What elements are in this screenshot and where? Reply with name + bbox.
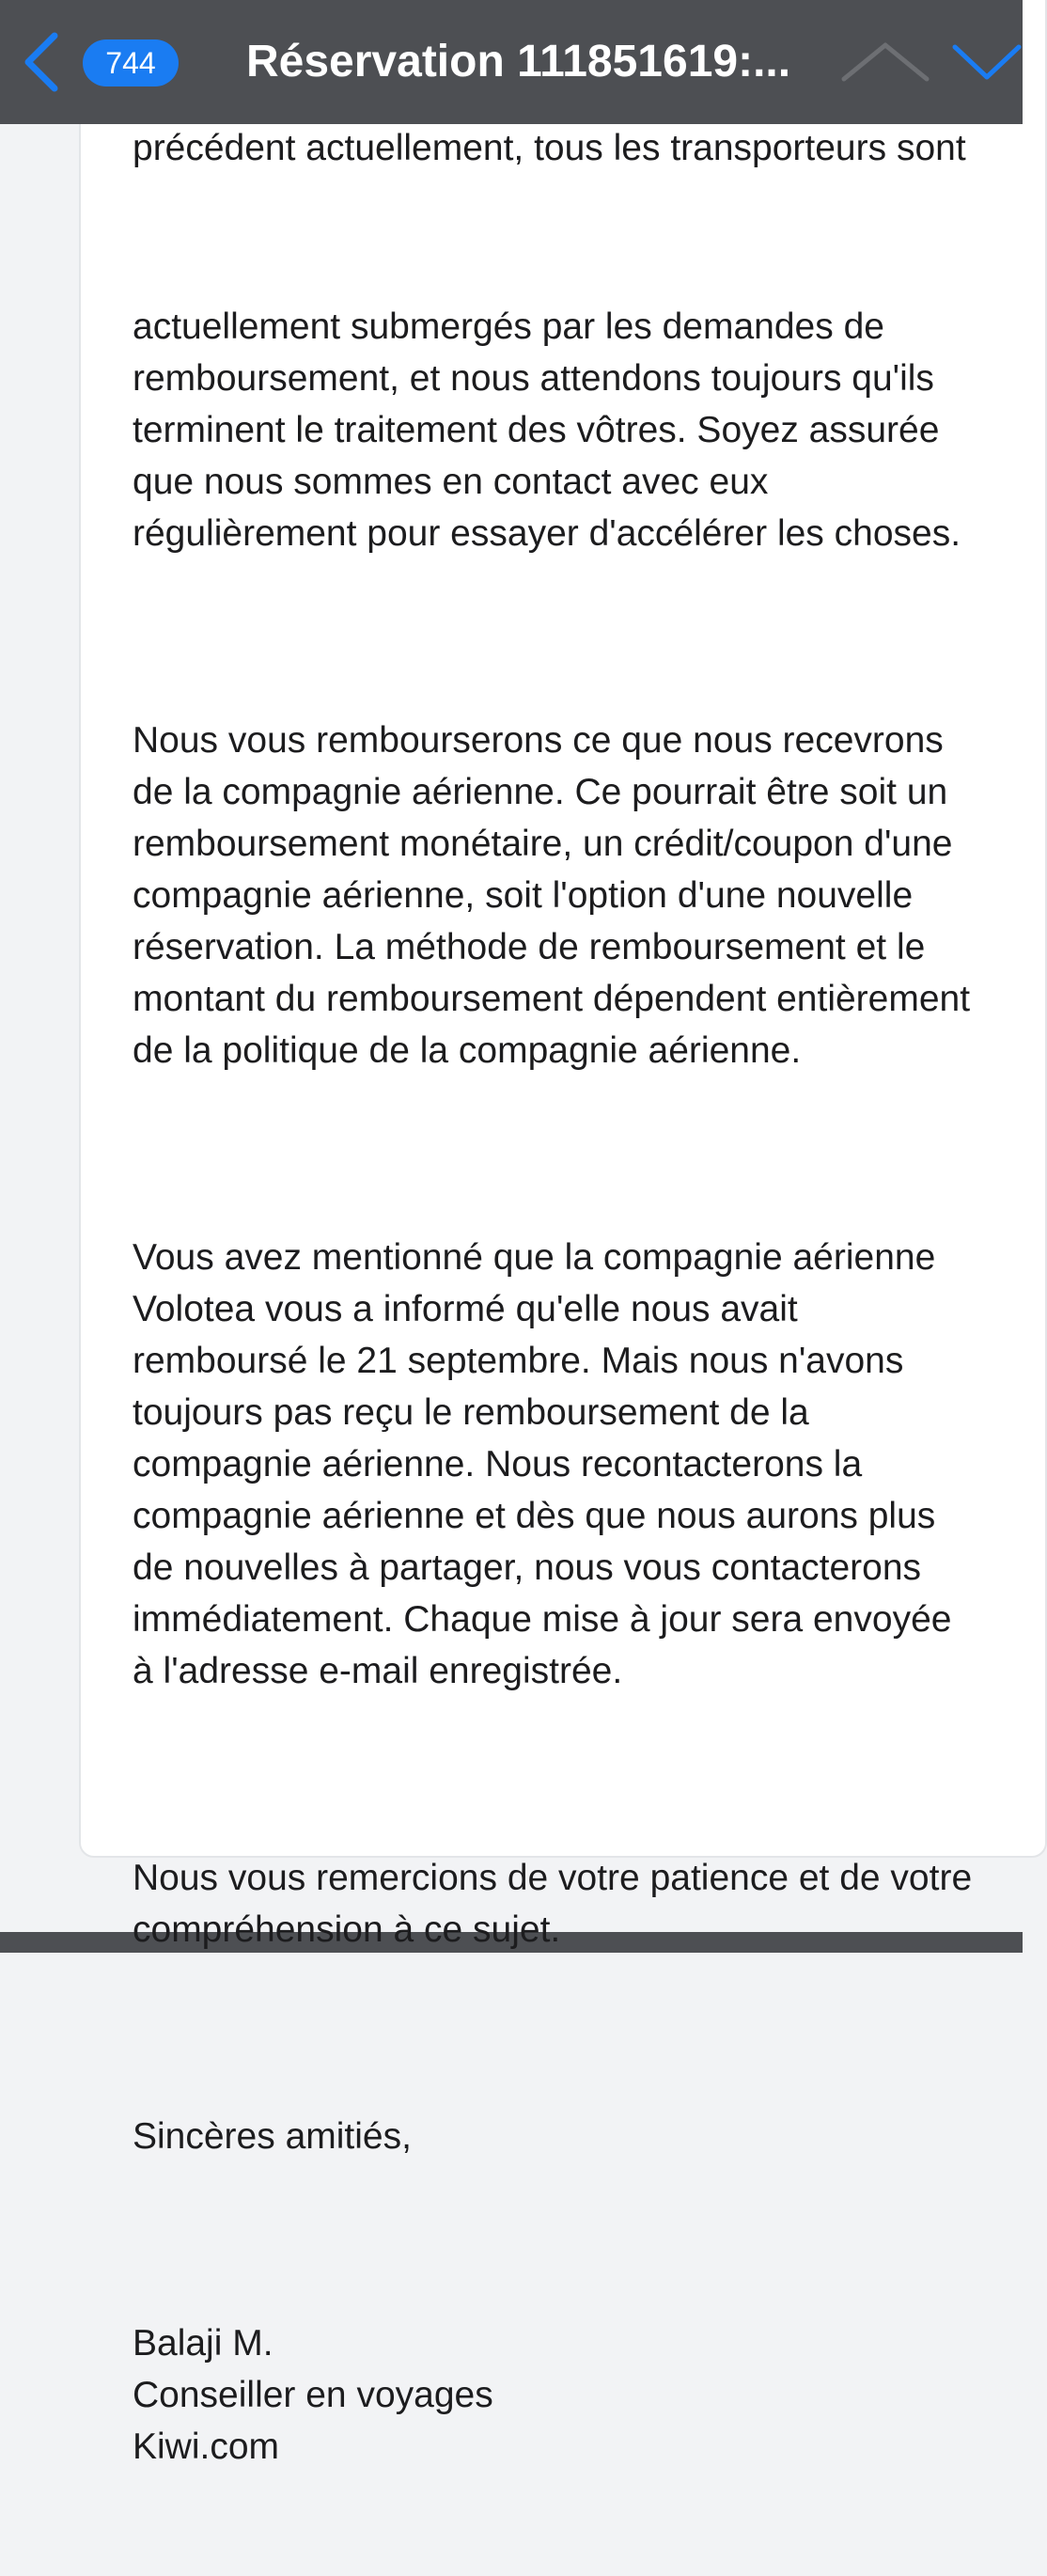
message-closing: Sincères amitiés, xyxy=(133,2116,412,2157)
back-button[interactable] xyxy=(13,26,70,98)
chevron-down-icon xyxy=(949,38,1023,86)
message-paragraph: actuellement submergés par les demandes de remboursement, et nous attendons toujours qu'ils terminent le traitement des vôtres. Soyez assurée que nous sommes en contact avec eux régulièrement pour essayer d'accélérer les choses. xyxy=(133,306,961,554)
chevron-up-icon xyxy=(836,38,934,86)
message-paragraph: Nous vous rembourserons ce que nous recevrons de la compagnie aérienne. Ce pourrait être soit un remboursement monétaire, un crédit/coupon d'une compagnie aérienne, soit l'option d'une nouvelle réservation. La méthode de remboursement et le montant du remboursement dépendent entièrement de la politique de la compagnie aérienne. xyxy=(133,720,971,1071)
top-navigation-bar xyxy=(0,0,1023,124)
previous-message-button[interactable] xyxy=(836,38,934,86)
unread-count-badge: 744 xyxy=(83,39,179,86)
message-paragraph: Nous vous remercions de votre patience et de votre compréhension à ce sujet. xyxy=(133,1858,973,1950)
conversation-title: Réservation 111851619:... xyxy=(246,37,791,86)
message-body: précédent actuellement, tous les transporteurs sont actuellement submergés par les demandes de remboursement, et nous attendons toujours qu'ils terminent le traitement des vôtres. Soyez assurée que nous sommes en contact avec eux régulièrement pour essayer d'accélérer les choses. Nous vous rembourserons ce que nous recevrons de la compagnie aérienne. Ce pourrait être soit un remboursement monétaire, un crédit/coupon d'une compagnie aérienne, soit l'option d'une nouvelle réservation. La méthode de remboursement et le montant du remboursement dépendent entièrement de la politique de la compagnie aérienne. Vous avez mentionné que la compagnie aérienne Volotea vous a informé qu'elle nous avait remboursé le 21 septembre. Mais nous n'avons toujours pas reçu le remboursement de la compagnie aérienne. Nous recontacterons la compagnie aérienne et dès que nous aurons plus de nouvelles à partager, nous vous contacterons immédiatement. Chaque mise à jour sera envoyée à l'adresse e-mail enregistrée. Nous vous remercions de votre patience et de votre compréhension à ce sujet. Sincères amitiés, Balaji M. Conseiller en voyages Kiwi.com xyxy=(133,94,1025,2576)
message-signature: Balaji M. Conseiller en voyages Kiwi.com xyxy=(133,2323,493,2467)
next-message-button[interactable] xyxy=(949,38,1023,86)
message-paragraph: Vous avez mentionné que la compagnie aérienne Volotea vous a informé qu'elle nous avait remboursé le 21 septembre. Mais nous n'avons toujours pas reçu le remboursement de la compagnie aérienne. Nous recontacterons la compagnie aérienne et dès que nous aurons plus de nouvelles à partager, nous vous contacterons immédiatement. Chaque mise à jour sera envoyée à l'adresse e-mail enregistrée. xyxy=(133,1237,952,1691)
chevron-left-icon xyxy=(13,26,70,98)
